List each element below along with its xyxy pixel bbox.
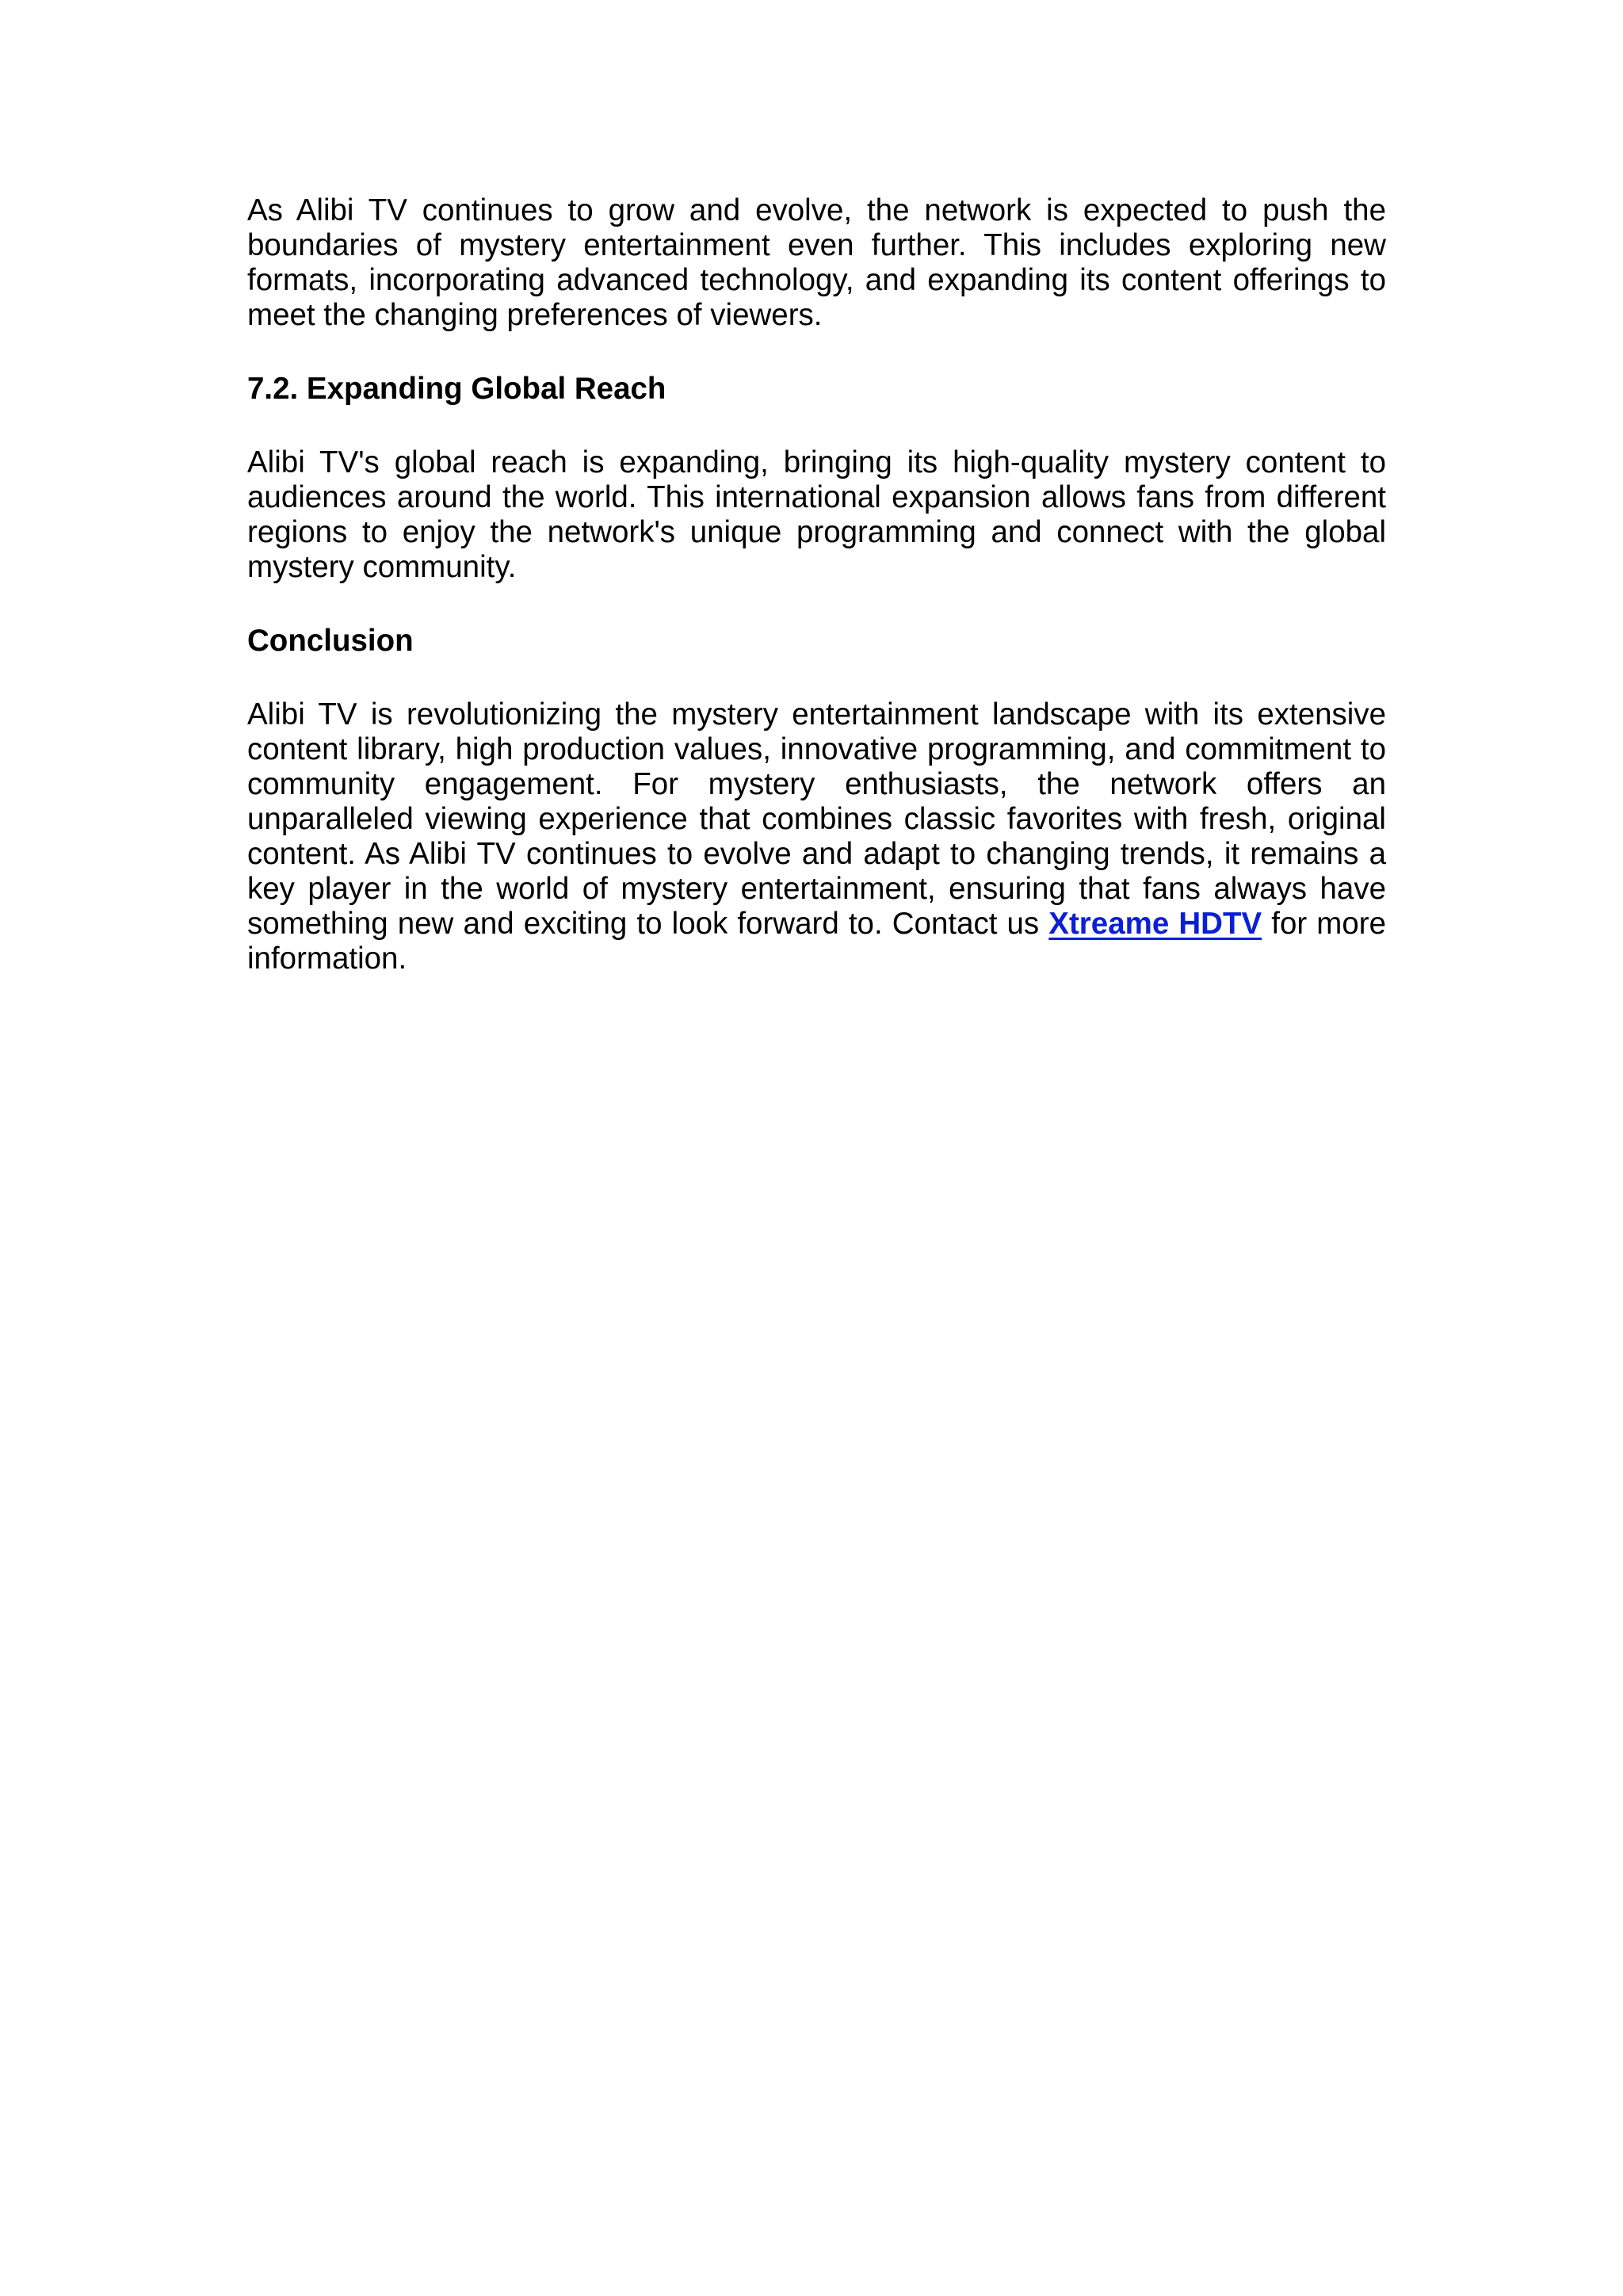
spacer	[247, 659, 1386, 697]
conclusion-heading: Conclusion	[247, 624, 414, 658]
section-paragraph: Alibi TV's global reach is expanding, bringing its high-quality mystery content to audiences around the world. This international expansion allows fans from different regions to enjoy the network's unique programming and connect with the global mystery community.	[247, 445, 1386, 584]
conclusion-text-before-link: Alibi TV is revolutionizing the mystery entertainment landscape with its extensive content library, high production values, innovative programming, and commitment to community engagement. For mystery enthusiasts, the network offers an unparalleled viewing experience that combines classic favorites with fresh, original content. As Alibi TV continues to evolve and adapt to changing trends, it remains a key player in the world of mystery entertainment, ensuring that fans always have something new and exciting to look forward to. Contact us	[247, 697, 1386, 941]
spacer	[247, 407, 1386, 445]
section-heading: 7.2. Expanding Global Reach	[247, 372, 666, 406]
intro-paragraph: As Alibi TV continues to grow and evolve, the network is expected to push the boundaries of mystery entertainment even further. This includes exploring new formats, incorporating advanced technology, and expanding its content offerings to meet the changing preferences of viewers.	[247, 193, 1386, 332]
xtreame-hdtv-link[interactable]: Xtreame HDTV	[1048, 907, 1262, 941]
document-body	[247, 193, 1386, 976]
conclusion-text-after-link: for more information.	[247, 907, 1386, 976]
spacer	[247, 333, 1386, 372]
spacer	[247, 585, 1386, 624]
conclusion-paragraph	[247, 697, 1386, 976]
